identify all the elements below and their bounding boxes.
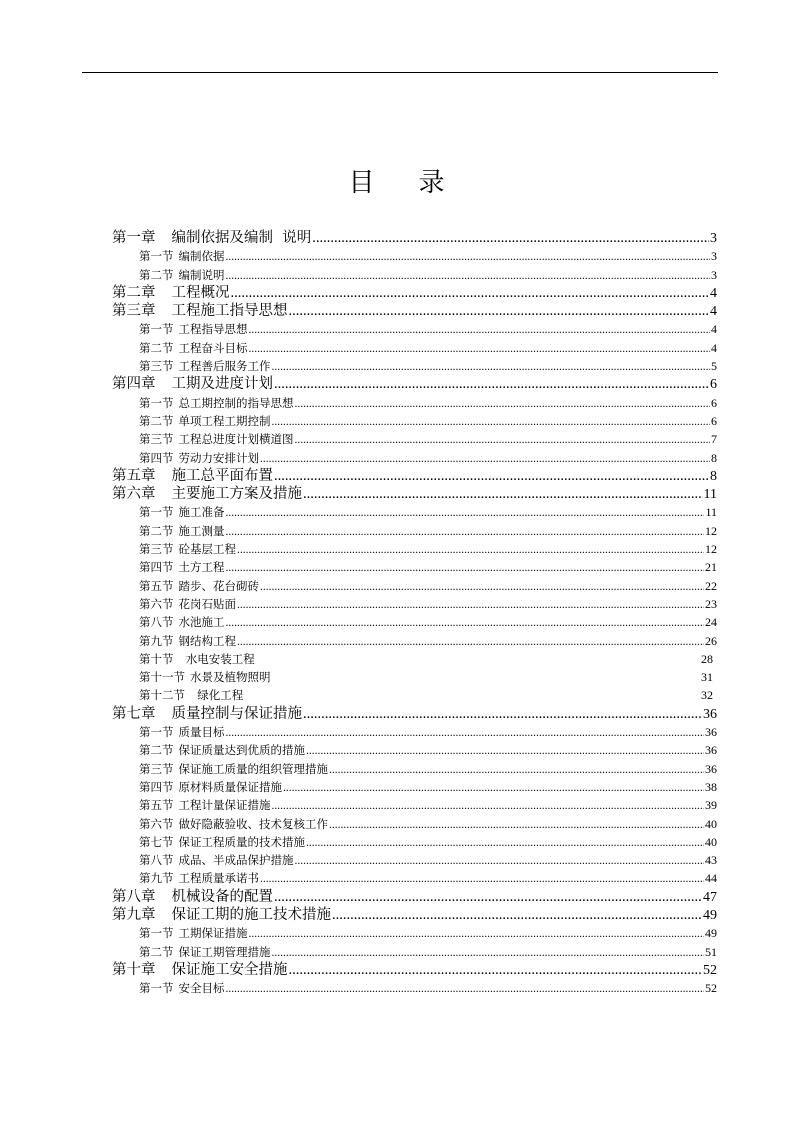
dot-leader bbox=[295, 395, 711, 412]
toc-section-entry[interactable] bbox=[112, 778, 717, 796]
entry-title: 施工总平面布置 bbox=[171, 467, 273, 484]
entry-label: 第一节 bbox=[139, 725, 174, 740]
entry-label: 第九节 bbox=[139, 871, 174, 886]
entry-title: 保证工期的施工技术措施 bbox=[171, 906, 331, 923]
entry-page-number: 6 bbox=[710, 377, 717, 393]
toc-section-entry[interactable] bbox=[112, 943, 717, 961]
entry-title: 成品、半成品保护措施 bbox=[178, 853, 294, 868]
dot-leader bbox=[303, 705, 702, 723]
entry-title: 质量目标 bbox=[178, 725, 225, 740]
entry-title: 土方工程 bbox=[178, 560, 225, 575]
entry-page-number: 36 bbox=[703, 706, 717, 722]
toc-section-entry[interactable] bbox=[112, 449, 717, 467]
entry-page-number: 5 bbox=[711, 359, 717, 374]
toc-chapter-entry[interactable] bbox=[112, 888, 717, 906]
entry-page-number: 4 bbox=[711, 322, 717, 337]
title-char: 录 bbox=[418, 168, 445, 198]
entry-label: 第八节 bbox=[139, 853, 174, 868]
dot-leader bbox=[272, 797, 705, 814]
title-char: 目 bbox=[348, 168, 375, 198]
dot-leader bbox=[237, 633, 704, 650]
toc-chapter-entry[interactable] bbox=[112, 906, 717, 924]
entry-page-number: 4 bbox=[710, 304, 717, 320]
toc-section-entry[interactable] bbox=[112, 522, 717, 540]
toc-section-entry[interactable] bbox=[112, 540, 717, 558]
entry-title: 编制依据 bbox=[178, 249, 225, 264]
dot-leader bbox=[272, 358, 711, 375]
toc-section-entry[interactable] bbox=[112, 394, 717, 412]
dot-leader bbox=[272, 944, 705, 961]
entry-page-number: 4 bbox=[711, 340, 717, 355]
toc-chapter-entry[interactable] bbox=[112, 375, 717, 393]
entry-title: 水池施工 bbox=[178, 615, 225, 630]
entry-title: 单项工程工期控制 bbox=[178, 413, 271, 428]
toc-chapter-entry[interactable] bbox=[112, 961, 717, 979]
entry-label: 第二章 bbox=[112, 284, 156, 301]
dot-leader bbox=[306, 834, 704, 851]
entry-label: 第一节 bbox=[139, 395, 174, 410]
entry-label: 第五章 bbox=[112, 467, 156, 484]
dot-leader bbox=[329, 761, 704, 778]
entry-page-number: 36 bbox=[705, 761, 717, 776]
table-of-contents bbox=[112, 229, 717, 997]
toc-section-entry[interactable] bbox=[112, 741, 717, 759]
toc-section-entry[interactable] bbox=[112, 833, 717, 851]
entry-title: 砼基层工程 bbox=[178, 542, 236, 557]
toc-section-entry[interactable] bbox=[112, 851, 717, 869]
dot-leader bbox=[332, 906, 702, 924]
entry-page-number: 36 bbox=[705, 725, 717, 740]
entry-title: 绿化工程 bbox=[190, 688, 244, 703]
header-rule bbox=[82, 72, 718, 73]
entry-label: 第三节 bbox=[139, 542, 174, 557]
entry-page-number: 39 bbox=[705, 798, 717, 813]
entry-page-number: 24 bbox=[705, 615, 717, 630]
entry-page-number: 11 bbox=[703, 487, 717, 503]
dot-leader bbox=[289, 961, 703, 979]
toc-section-entry[interactable] bbox=[112, 412, 717, 430]
entry-label: 第一节 bbox=[139, 505, 174, 520]
dot-leader bbox=[249, 340, 711, 357]
entry-page-number: 44 bbox=[705, 871, 717, 886]
entry-label: 第二节 bbox=[139, 523, 174, 538]
entry-page-number: 22 bbox=[705, 578, 717, 593]
entry-title: 水景及植物照明 bbox=[190, 670, 271, 685]
dot-leader bbox=[306, 742, 704, 759]
dot-leader bbox=[226, 559, 705, 576]
entry-title: 保证质量达到优质的措施 bbox=[178, 743, 305, 758]
entry-title: 保证施工安全措施 bbox=[171, 961, 288, 978]
entry-label: 第三节 bbox=[139, 359, 174, 374]
entry-title: 原材料质量保证措施 bbox=[178, 779, 282, 794]
entry-title: 保证工程质量的技术措施 bbox=[178, 834, 305, 849]
dot-leader bbox=[272, 413, 711, 430]
entry-title: 工期及进度计划 bbox=[171, 376, 273, 393]
entry-page-number: 26 bbox=[705, 633, 717, 648]
dot-leader bbox=[226, 614, 705, 631]
dot-leader bbox=[289, 302, 710, 320]
entry-title: 编制依据及编制 说明 bbox=[171, 230, 312, 246]
entry-label: 第十一节 bbox=[139, 670, 185, 685]
entry-label: 第十章 bbox=[112, 961, 156, 978]
dot-leader bbox=[231, 284, 710, 302]
entry-label: 第六章 bbox=[112, 486, 156, 503]
toc-section-entry[interactable] bbox=[112, 686, 717, 704]
toc-section-entry[interactable] bbox=[112, 796, 717, 814]
toc-section-entry[interactable] bbox=[112, 650, 717, 668]
dot-leader bbox=[329, 816, 704, 833]
entry-title: 保证施工质量的组织管理措施 bbox=[178, 761, 328, 776]
toc-chapter-entry[interactable] bbox=[112, 302, 717, 320]
entry-page-number: 3 bbox=[711, 267, 717, 282]
entry-page-number: 3 bbox=[711, 249, 717, 264]
toc-chapter-entry[interactable] bbox=[112, 284, 717, 302]
entry-page-number: 38 bbox=[705, 779, 717, 794]
entry-title: 花岗石贴面 bbox=[178, 596, 236, 611]
entry-label: 第四节 bbox=[139, 450, 174, 465]
toc-section-entry[interactable] bbox=[112, 869, 717, 887]
toc-section-entry[interactable] bbox=[112, 339, 717, 357]
entry-page-number: 40 bbox=[705, 816, 717, 831]
entry-title: 工程概况 bbox=[171, 284, 230, 301]
entry-label: 第三节 bbox=[139, 761, 174, 776]
page-title bbox=[0, 162, 793, 199]
entry-page-number: 43 bbox=[705, 853, 717, 868]
entry-label: 第二节 bbox=[139, 267, 174, 282]
toc-section-entry[interactable] bbox=[112, 558, 717, 576]
entry-label: 第八章 bbox=[112, 888, 156, 905]
entry-page-number: 6 bbox=[711, 413, 717, 428]
entry-title: 安全目标 bbox=[178, 981, 225, 996]
dot-leader bbox=[260, 578, 704, 595]
toc-chapter-entry[interactable] bbox=[112, 467, 717, 485]
dot-leader bbox=[249, 321, 711, 338]
entry-page-number: 49 bbox=[705, 926, 717, 941]
entry-page-number: 8 bbox=[710, 468, 717, 484]
toc-section-entry[interactable] bbox=[112, 357, 717, 375]
toc-section-entry[interactable] bbox=[112, 577, 717, 595]
entry-page-number: 28 bbox=[701, 651, 713, 666]
entry-label: 第四节 bbox=[139, 779, 174, 794]
dot-leader bbox=[295, 431, 711, 448]
entry-label: 第二节 bbox=[139, 413, 174, 428]
entry-page-number: 51 bbox=[705, 944, 717, 959]
toc-section-entry[interactable] bbox=[112, 503, 717, 521]
entry-label: 第一节 bbox=[139, 322, 174, 337]
entry-page-number: 4 bbox=[710, 285, 717, 301]
entry-label: 第九节 bbox=[139, 633, 174, 648]
entry-page-number: 6 bbox=[711, 395, 717, 410]
dot-leader bbox=[260, 870, 704, 887]
entry-page-number: 36 bbox=[705, 743, 717, 758]
entry-label: 第二节 bbox=[139, 944, 174, 959]
dot-leader bbox=[303, 485, 703, 503]
entry-title: 工程总进度计划横道图 bbox=[178, 432, 294, 447]
entry-title: 质量控制与保证措施 bbox=[171, 705, 302, 722]
entry-title: 工程善后服务工作 bbox=[178, 359, 271, 374]
dot-leader bbox=[226, 523, 705, 540]
entry-title: 工程质量承诺书 bbox=[178, 871, 259, 886]
dot-leader bbox=[226, 724, 705, 741]
dot-leader bbox=[237, 596, 704, 613]
entry-title: 保证工期管理措施 bbox=[178, 944, 271, 959]
entry-page-number: 31 bbox=[701, 670, 713, 685]
toc-section-entry[interactable] bbox=[112, 320, 717, 338]
entry-label: 第九章 bbox=[112, 906, 156, 923]
toc-section-entry[interactable] bbox=[112, 632, 717, 650]
entry-label: 第八节 bbox=[139, 615, 174, 630]
entry-page-number: 12 bbox=[705, 542, 717, 557]
entry-label: 第三节 bbox=[139, 432, 174, 447]
entry-title: 机械设备的配置 bbox=[171, 888, 273, 905]
toc-section-entry[interactable] bbox=[112, 613, 717, 631]
entry-label: 第六节 bbox=[139, 596, 174, 611]
dot-leader bbox=[295, 852, 705, 869]
entry-title: 编制说明 bbox=[178, 267, 225, 282]
entry-title: 工程计量保证措施 bbox=[178, 798, 271, 813]
dot-leader bbox=[274, 467, 709, 485]
entry-page-number: 12 bbox=[705, 523, 717, 538]
toc-section-entry[interactable] bbox=[112, 595, 717, 613]
toc-chapter-entry[interactable] bbox=[112, 229, 717, 247]
dot-leader bbox=[312, 229, 709, 247]
entry-label: 第四节 bbox=[139, 560, 174, 575]
entry-title: 工程施工指导思想 bbox=[171, 303, 288, 320]
entry-title: 做好隐蔽验收、技术复核工作 bbox=[178, 816, 328, 831]
entry-label: 第一章 bbox=[112, 230, 156, 246]
toc-section-entry[interactable] bbox=[112, 430, 717, 448]
entry-label: 第七节 bbox=[139, 834, 174, 849]
entry-page-number: 49 bbox=[703, 907, 717, 923]
entry-page-number: 21 bbox=[705, 560, 717, 575]
entry-page-number: 40 bbox=[705, 834, 717, 849]
entry-label: 第二节 bbox=[139, 340, 174, 355]
entry-label: 第四章 bbox=[112, 376, 156, 393]
toc-section-entry[interactable] bbox=[112, 723, 717, 741]
entry-label: 第五节 bbox=[139, 798, 174, 813]
entry-label: 第一节 bbox=[139, 926, 174, 941]
entry-label: 第二节 bbox=[139, 743, 174, 758]
entry-label: 第三章 bbox=[112, 303, 156, 320]
dot-leader bbox=[249, 925, 705, 942]
entry-page-number: 23 bbox=[705, 596, 717, 611]
entry-label: 第五节 bbox=[139, 578, 174, 593]
toc-section-entry[interactable] bbox=[112, 760, 717, 778]
entry-page-number: 11 bbox=[705, 505, 717, 520]
toc-chapter-entry[interactable] bbox=[112, 705, 717, 723]
entry-title: 工程奋斗目标 bbox=[178, 340, 248, 355]
toc-section-entry[interactable] bbox=[112, 815, 717, 833]
toc-section-entry[interactable] bbox=[112, 668, 717, 686]
toc-section-entry[interactable] bbox=[112, 979, 717, 997]
toc-chapter-entry[interactable] bbox=[112, 485, 717, 503]
dot-leader bbox=[274, 375, 709, 393]
dot-leader bbox=[237, 541, 704, 558]
entry-label: 第六节 bbox=[139, 816, 174, 831]
entry-title: 主要施工方案及措施 bbox=[171, 486, 302, 503]
dot-leader bbox=[283, 779, 704, 796]
entry-label: 第十节 bbox=[139, 651, 174, 666]
entry-page-number: 52 bbox=[703, 962, 717, 978]
entry-page-number: 8 bbox=[711, 450, 717, 465]
entry-title: 施工准备 bbox=[178, 505, 225, 520]
dot-leader bbox=[260, 450, 710, 467]
entry-page-number: 47 bbox=[703, 889, 717, 905]
toc-section-entry[interactable] bbox=[112, 266, 717, 284]
entry-title: 水电安装工程 bbox=[178, 651, 255, 666]
entry-page-number: 3 bbox=[710, 231, 717, 246]
dot-leader bbox=[226, 248, 711, 265]
dot-leader bbox=[274, 888, 702, 906]
toc-section-entry[interactable] bbox=[112, 247, 717, 265]
entry-title: 工期保证措施 bbox=[178, 926, 248, 941]
entry-label: 第一节 bbox=[139, 981, 174, 996]
entry-page-number: 32 bbox=[701, 688, 713, 703]
dot-leader bbox=[226, 980, 705, 997]
toc-section-entry[interactable] bbox=[112, 924, 717, 942]
entry-label: 第十二节 bbox=[139, 688, 185, 703]
dot-leader bbox=[226, 504, 705, 521]
entry-title: 踏步、花台砌砖 bbox=[178, 578, 259, 593]
entry-label: 第七章 bbox=[112, 705, 156, 722]
entry-title: 劳动力安排计划 bbox=[178, 450, 259, 465]
entry-title: 总工期控制的指导思想 bbox=[178, 395, 294, 410]
entry-title: 施工测量 bbox=[178, 523, 225, 538]
entry-title: 工程指导思想 bbox=[178, 322, 248, 337]
entry-label: 第一节 bbox=[139, 249, 174, 264]
entry-page-number: 7 bbox=[711, 432, 717, 447]
entry-title: 钢结构工程 bbox=[178, 633, 236, 648]
dot-leader bbox=[226, 267, 711, 284]
entry-page-number: 52 bbox=[705, 981, 717, 996]
